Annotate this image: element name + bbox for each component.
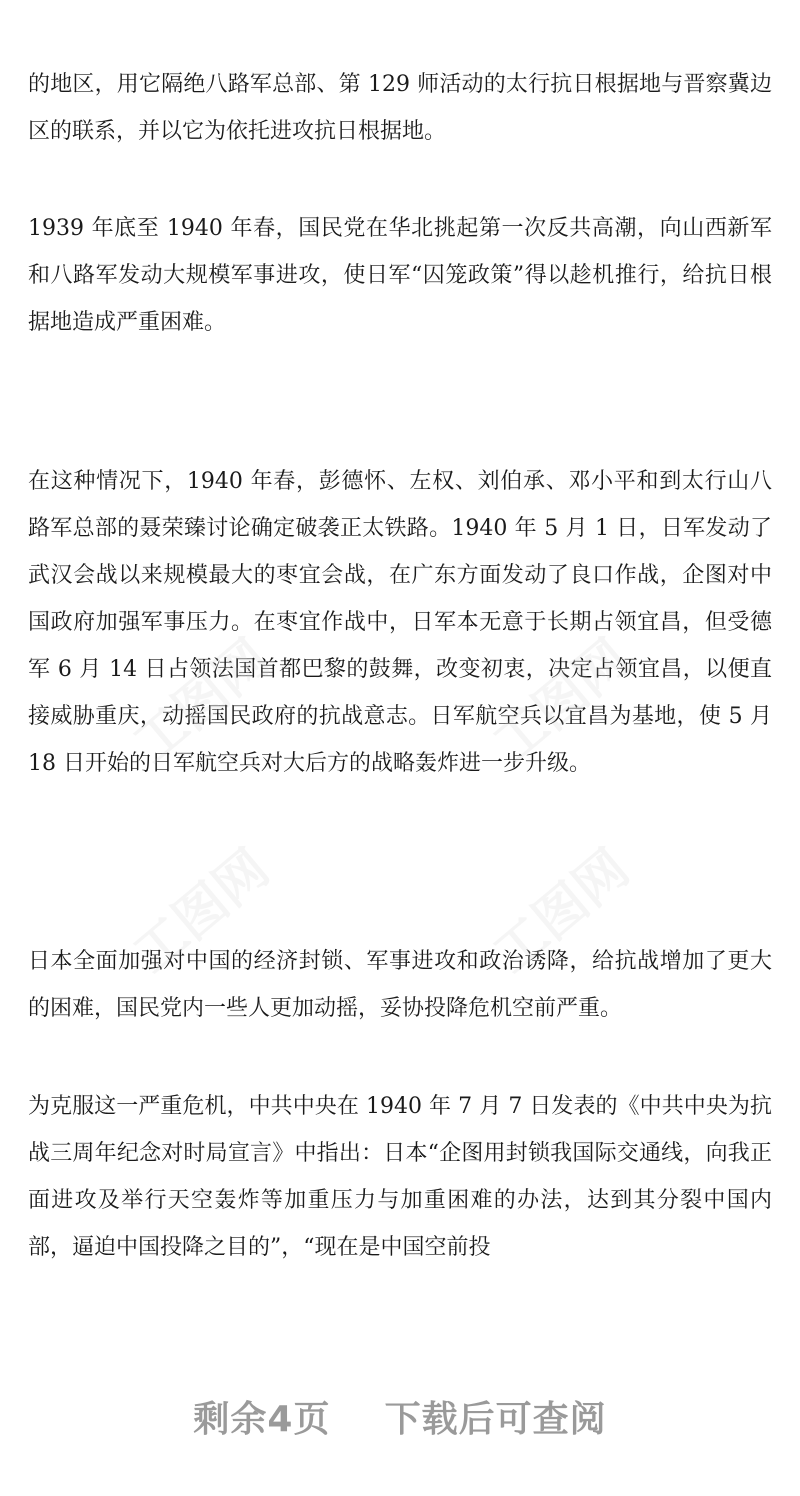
- watermark-logo: 工图网: [482, 628, 641, 775]
- paragraph-3: 在这种情况下，1940 年春，彭德怀、左权、刘伯承、邓小平和到太行山八路军总部的聂荣臻讨论确定破袭正太铁路。1940 年 5 月 1 日，日军发动了武汉会战以来规模最大的枣宜会战，在广东方面发动了良口作战，企图对中国政府加强军事压力。在枣宜作战中，日军本无意于长期占领宜昌，但受德军 6 月 14 日占领法国首都巴黎的鼓舞，改变初衷，决定占领宜昌，以便直接威胁重庆，动摇国民政府的抗战意志。日军航空兵以宜昌为基地，使 5 月 18 日开始的日军航空兵对大后方的战略轰炸进一步升级。: [28, 469, 772, 776]
- watermark-logo: 工图网: [482, 838, 641, 985]
- watermark-logo: 工图网: [122, 628, 281, 775]
- paragraph-4: 日本全面加强对中国的经济封锁、军事进攻和政治诱降，给抗战增加了更大的困难，国民党内一些人更加动摇，妥协投降危机空前严重。: [28, 949, 772, 1021]
- watermark-logo: 工图网: [122, 838, 281, 985]
- paragraph-1: 的地区，用它隔绝八路军总部、第 129 师活动的太行抗日根据地与晋察冀边区的联系，并以它为依托进攻抗日根据地。: [28, 72, 772, 144]
- download-prompt-text[interactable]: 剩余4页 下载后可查阅: [193, 1399, 607, 1440]
- paragraph-5: 为克服这一严重危机，中共中央在 1940 年 7 月 7 日发表的《中共中央为抗战三周年纪念对时局宣言》中指出：日本“企图用封锁我国际交通线，向我正面进攻及举行天空轰炸等加重压力与加重困难的办法，达到其分裂中国内部，逼迫中国投降之目的”，“现在是中国空前投: [28, 1094, 772, 1260]
- download-prompt-banner[interactable]: [0, 1392, 800, 1448]
- paragraph-2: 1939 年底至 1940 年春，国民党在华北挑起第一次反共高潮，向山西新军和八路军发动大规模军事进攻，使日军“囚笼政策”得以趁机推行，给抗日根据地造成严重困难。: [28, 216, 772, 335]
